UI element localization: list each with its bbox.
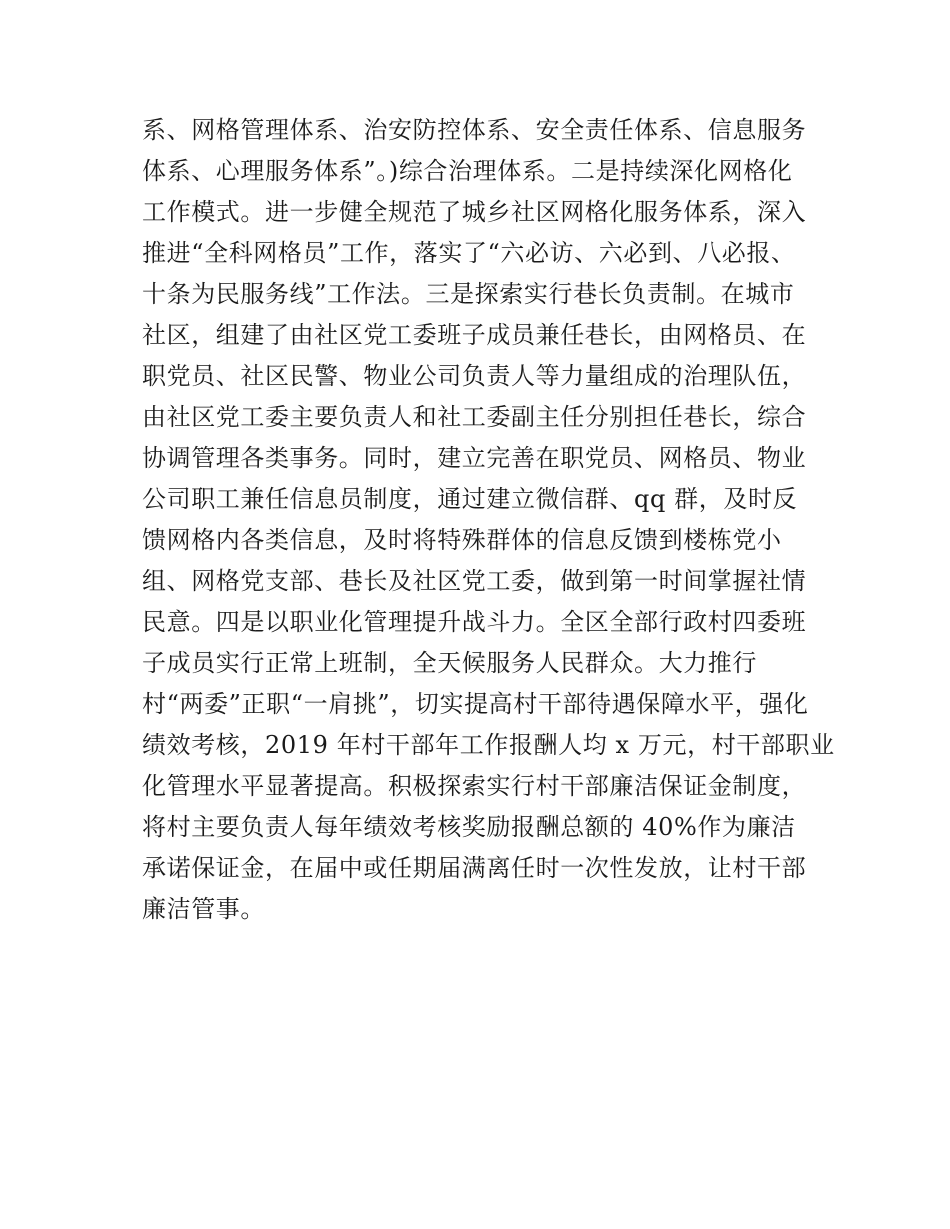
text-line: 推进“全科网格员”工作，落实了“六必访、六必到、八必报、 <box>142 239 796 267</box>
text-line: 化管理水平显著提高。积极探索实行村干部廉洁保证金制度， <box>142 772 807 800</box>
text-line: 公司职工兼任信息员制度，通过建立微信群、qq 群，及时反 <box>142 485 798 513</box>
text-line: 组、网格党支部、巷长及社区党工委，做到第一时间掌握社情 <box>142 567 807 595</box>
text-line: 民意。四是以职业化管理提升战斗力。全区全部行政村四委班 <box>142 608 807 636</box>
body-text <box>142 110 835 930</box>
text-line: 由社区党工委主要负责人和社工委副主任分别担任巷长，综合 <box>142 403 807 431</box>
text-line: 馈网格内各类信息，及时将特殊群体的信息反馈到楼栋党小 <box>142 526 782 554</box>
text-line: 体系、心理服务体系”。)综合治理体系。二是持续深化网格化 <box>142 157 793 185</box>
text-line: 职党员、社区民警、物业公司负责人等力量组成的治理队伍， <box>142 362 807 390</box>
text-line: 子成员实行正常上班制，全天候服务人民群众。大力推行 <box>142 649 757 677</box>
text-line: 系、网格管理体系、治安防控体系、安全责任体系、信息服务 <box>142 116 807 144</box>
text-line: 绩效考核，2019 年村干部年工作报酬人均 x 万元，村干部职业 <box>142 731 835 759</box>
text-line: 社区，组建了由社区党工委班子成员兼任巷长，由网格员、在 <box>142 321 807 349</box>
text-line: 十条为民服务线”工作法。三是探索实行巷长负责制。在城市 <box>142 280 795 308</box>
text-line: 工作模式。进一步健全规范了城乡社区网格化服务体系，深入 <box>142 198 807 226</box>
text-line: 协调管理各类事务。同时，建立完善在职党员、网格员、物业 <box>142 444 807 472</box>
text-line: 承诺保证金，在届中或任期届满离任时一次性发放，让村干部 <box>142 854 807 882</box>
text-line: 将村主要负责人每年绩效考核奖励报酬总额的 40%作为廉洁 <box>142 813 796 841</box>
text-line: 村“两委”正职“一肩挑”，切实提高村干部待遇保障水平，强化 <box>142 690 809 718</box>
text-line: 廉洁管事。 <box>142 895 265 923</box>
